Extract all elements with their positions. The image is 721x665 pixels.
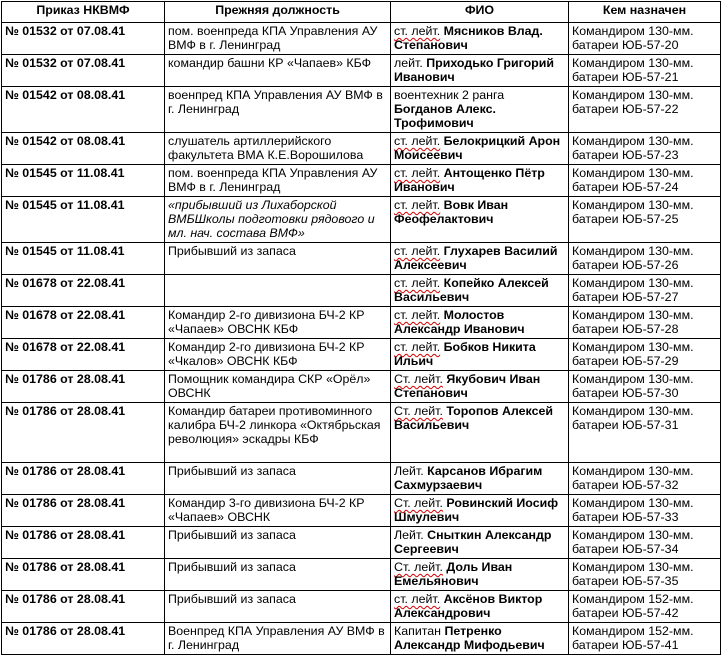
rank-text: Лейт. (394, 528, 424, 542)
person-name: Богданов Алекс. Трофимович (394, 102, 496, 130)
order-cell: № 01542 от 08.08.41 (2, 87, 165, 133)
header-previous-position: Прежняя должность (165, 2, 391, 23)
appointed-as-cell: Командиром 130-мм. батареи ЮБ-57-22 (569, 87, 721, 133)
full-name-cell (391, 55, 569, 87)
order-cell: № 01786 от 28.08.41 (2, 527, 165, 559)
full-name-cell (391, 133, 569, 165)
table-row (2, 591, 721, 623)
table-row (2, 307, 721, 339)
table-row (2, 527, 721, 559)
full-name-cell (391, 307, 569, 339)
table-row (2, 55, 721, 87)
table-row (2, 87, 721, 133)
full-name-cell (391, 275, 569, 307)
order-cell: № 01678 от 22.08.41 (2, 275, 165, 307)
order-cell: № 01545 от 11.08.41 (2, 165, 165, 197)
appointed-as-cell: Командиром 130-мм. батареи ЮБ-57-27 (569, 275, 721, 307)
rank-text: ст. лейт. (394, 276, 441, 290)
rank-text: Ст. лейт. (394, 560, 443, 574)
appointed-as-cell: Командиром 130-мм. батареи ЮБ-57-35 (569, 559, 721, 591)
order-cell: № 01532 от 07.08.41 (2, 55, 165, 87)
full-name-cell (391, 591, 569, 623)
table-row (2, 403, 721, 463)
person-name: Глухарев Василий Алексеевич (394, 244, 558, 272)
appointed-as-cell: Командиром 130-мм. батареи ЮБ-57-24 (569, 165, 721, 197)
appointed-as-cell: Командиром 130-мм. батареи ЮБ-57-31 (569, 403, 721, 463)
table-row (2, 623, 721, 655)
previous-position-cell: Прибывший из запаса (165, 591, 391, 623)
person-name: Аксёнов Виктор Александрович (394, 592, 543, 620)
previous-position-cell: Помощник командира СКР «Орёл» ОВСНК (165, 371, 391, 403)
full-name-cell (391, 527, 569, 559)
table-row (2, 463, 721, 495)
person-name: Бобков Никита Ильич (394, 340, 536, 368)
previous-position-cell (165, 275, 391, 307)
order-cell: № 01786 от 28.08.41 (2, 495, 165, 527)
previous-position-cell: Прибывший из запаса (165, 463, 391, 495)
full-name-cell (391, 23, 569, 55)
previous-position-cell: Командир 2-го дивизиона БЧ-2 КР «Чапаев» ОВСНК КБФ (165, 307, 391, 339)
order-cell: № 01786 от 28.08.41 (2, 403, 165, 463)
person-name: Ровинский Иосиф Шмулевич (394, 496, 559, 524)
full-name-cell (391, 243, 569, 275)
full-name-cell (391, 403, 569, 463)
appointed-as-cell: Командиром 130-мм. батареи ЮБ-57-26 (569, 243, 721, 275)
appointed-as-cell: Командиром 130-мм. батареи ЮБ-57-20 (569, 23, 721, 55)
appointed-as-cell: Командиром 130-мм. батареи ЮБ-57-29 (569, 339, 721, 371)
full-name-cell (391, 371, 569, 403)
person-name: Петренко Александр Мифодьевич (394, 624, 545, 652)
person-name: Якубович Иван Степанович (394, 372, 541, 400)
appointed-as-cell: Командиром 152-мм. батареи ЮБ-57-42 (569, 591, 721, 623)
appointed-as-cell: Командиром 130-мм. батареи ЮБ-57-30 (569, 371, 721, 403)
rank-text: Лейт. (394, 464, 424, 478)
previous-position-cell: Командир батареи противоминного калибра БЧ-2 линкора «Октябрьская революция» эскадры КБФ (165, 403, 391, 463)
person-name: Антощенко Пётр Иванович (394, 166, 545, 194)
order-cell: № 01786 от 28.08.41 (2, 591, 165, 623)
previous-position-cell: пом. военпреда КПА Управления АУ ВМФ в г. Ленинград (165, 23, 391, 55)
previous-position-cell: пом. военпреда КПА Управления АУ ВМФ в г. Ленинград (165, 165, 391, 197)
person-name: Приходько Григорий Иванович (394, 56, 554, 84)
person-name: Копейко Алексей Васильевич (394, 276, 549, 304)
previous-position-cell: Прибывший из запаса (165, 243, 391, 275)
order-cell: № 01786 от 28.08.41 (2, 623, 165, 655)
order-cell: № 01678 от 22.08.41 (2, 339, 165, 371)
rank-text: ст. лейт. (394, 134, 441, 148)
rank-text: ст. лейт. (394, 340, 441, 354)
appointments-table (1, 1, 721, 655)
person-name: Мясников Влад. Степанович (394, 24, 543, 52)
previous-position-cell: Прибывший из запаса (165, 559, 391, 591)
person-name: Торопов Алексей Васильевич (394, 404, 553, 432)
rank-text: ст. лейт. (394, 592, 441, 606)
order-cell: № 01532 от 07.08.41 (2, 23, 165, 55)
header-appointed-as: Кем назначен (569, 2, 721, 23)
rank-text: лейт. (394, 56, 423, 70)
appointed-as-cell: Командиром 130-мм. батареи ЮБ-57-32 (569, 463, 721, 495)
table-row (2, 197, 721, 243)
header-order: Приказ НКВМФ (2, 2, 165, 23)
table-row (2, 275, 721, 307)
order-cell: № 01678 от 22.08.41 (2, 307, 165, 339)
table-row (2, 165, 721, 197)
person-name: Белокрицкий Арон Моисеевич (394, 134, 561, 162)
full-name-cell (391, 165, 569, 197)
rank-text: ст. лейт. (394, 24, 441, 38)
full-name-cell (391, 559, 569, 591)
previous-position-cell: «прибывший из Лихаборской ВМБШколы подготовки рядового и мл. нач. состава ВМФ» (165, 197, 391, 243)
person-name: Доль Иван Емельянович (394, 560, 513, 588)
rank-text: Ст. лейт. (394, 496, 443, 510)
header-full-name: ФИО (391, 2, 569, 23)
table-row (2, 243, 721, 275)
previous-position-cell: Военпред КПА Управления АУ ВМФ в г. Ленинград (165, 623, 391, 655)
previous-position-cell: командир башни КР «Чапаев» КБФ (165, 55, 391, 87)
table-row (2, 339, 721, 371)
appointed-as-cell: Командиром 152-мм. батареи ЮБ-57-41 (569, 623, 721, 655)
order-cell: № 01545 от 11.08.41 (2, 197, 165, 243)
rank-text: ст. лейт. (394, 198, 441, 212)
appointed-as-cell: Командиром 130-мм. батареи ЮБ-57-21 (569, 55, 721, 87)
table-row (2, 133, 721, 165)
previous-position-cell: Командир 3-го дивизиона БЧ-2 КР «Чапаев» ОВСНК (165, 495, 391, 527)
rank-text: Капитан (394, 624, 442, 638)
order-cell: № 01786 от 28.08.41 (2, 463, 165, 495)
person-name: Вовк Иван Феофелактович (394, 198, 509, 226)
full-name-cell (391, 495, 569, 527)
full-name-cell (391, 197, 569, 243)
person-name: Карсанов Ибрагим Сахмурзаевич (394, 464, 543, 492)
full-name-cell (391, 463, 569, 495)
rank-text: ст. лейт. (394, 308, 441, 322)
order-cell: № 01545 от 11.08.41 (2, 243, 165, 275)
rank-text: Ст. лейт. (394, 404, 443, 418)
table-row (2, 371, 721, 403)
rank-text: ст. лейт. (394, 244, 441, 258)
appointed-as-cell: Командиром 130-мм. батареи ЮБ-57-33 (569, 495, 721, 527)
appointed-as-cell: Командиром 130-мм. батареи ЮБ-57-25 (569, 197, 721, 243)
appointed-as-cell: Командиром 130-мм. батареи ЮБ-57-23 (569, 133, 721, 165)
previous-position-cell: Прибывший из запаса (165, 527, 391, 559)
person-name: Сныткин Александр Сергеевич (394, 528, 552, 556)
appointed-as-cell: Командиром 130-мм. батареи ЮБ-57-28 (569, 307, 721, 339)
table-header-row (2, 2, 721, 23)
person-name: Молостов Александр Иванович (394, 308, 525, 336)
table-row (2, 23, 721, 55)
full-name-cell (391, 87, 569, 133)
order-cell: № 01786 от 28.08.41 (2, 559, 165, 591)
order-cell: № 01542 от 08.08.41 (2, 133, 165, 165)
table-row (2, 559, 721, 591)
appointed-as-cell: Командиром 130-мм. батареи ЮБ-57-34 (569, 527, 721, 559)
order-cell: № 01786 от 28.08.41 (2, 371, 165, 403)
previous-position-cell: военпред КПА Управления АУ ВМФ в г. Ленинград (165, 87, 391, 133)
rank-text: Ст. лейт. (394, 372, 443, 386)
previous-position-cell: Командир 2-го дивизиона БЧ-2 КР «Чкалов» ОВСНК КБФ (165, 339, 391, 371)
previous-position-cell: слушатель артиллерийского факультета ВМА К.Е.Ворошилова (165, 133, 391, 165)
rank-text: воентехник 2 ранга (394, 88, 505, 102)
rank-text: ст. лейт. (394, 166, 441, 180)
full-name-cell (391, 623, 569, 655)
table-row (2, 495, 721, 527)
full-name-cell (391, 339, 569, 371)
